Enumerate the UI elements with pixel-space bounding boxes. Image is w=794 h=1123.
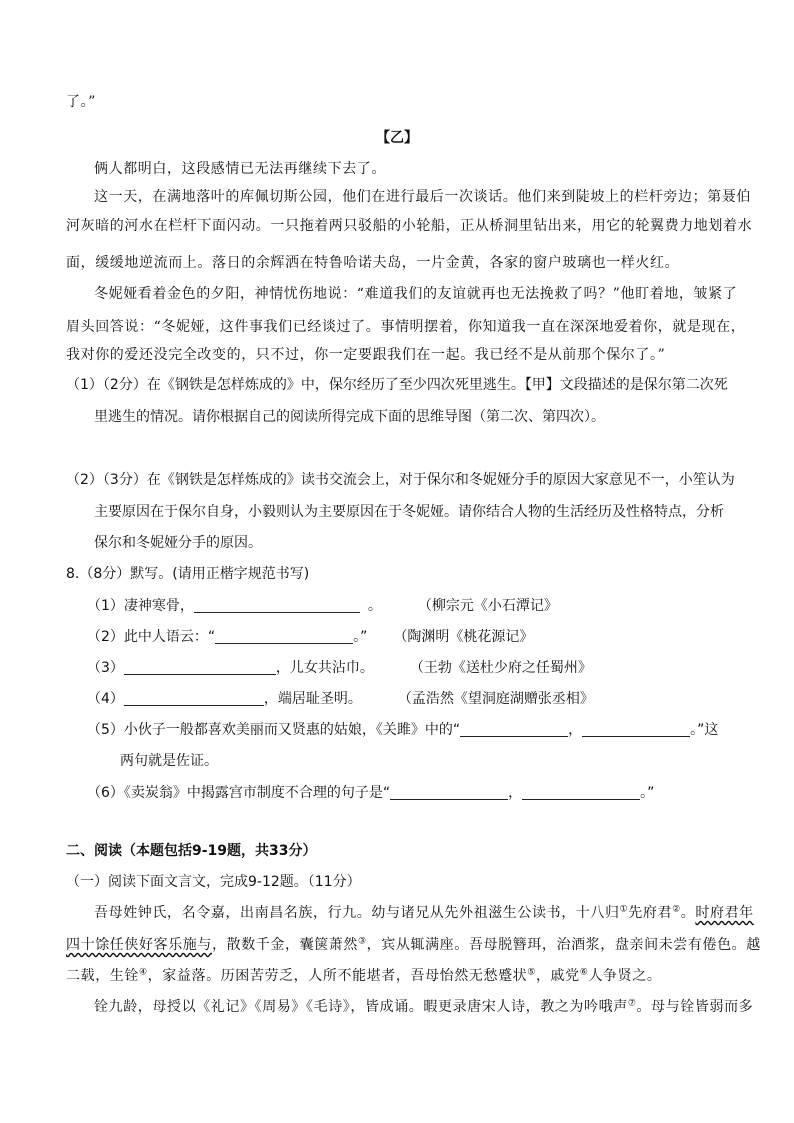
q8-item-6-end: 。” xyxy=(640,785,655,801)
section-yi-title: 【乙】 xyxy=(376,130,418,146)
q8-item-5-prompt: （5）小伙子一般都喜欢美丽而又贤惠的姑娘，《关雎》中的“ xyxy=(87,722,461,738)
q8-item-6-comma: ， xyxy=(508,785,523,801)
wenyan-text: 人争贤之。 xyxy=(588,968,662,984)
note-mark: ⑦ xyxy=(627,998,637,1009)
q8-item-4 xyxy=(87,690,594,708)
q8-item-1-end: 。 xyxy=(367,598,382,614)
wenyan-text: 。母与铨皆弱而多 xyxy=(636,999,754,1015)
wenyan-text: ，散数千金，囊箧萧然 xyxy=(212,937,358,953)
q8-heading: 8.（8分）默写。(请用正楷字规范书写) xyxy=(66,566,310,582)
q1-line-1: （1）（2分）在《钢铁是怎样炼成的》中，保尔经历了至少四次死里逃生。【甲】文段描述的是保尔第二次死 xyxy=(66,377,728,393)
wenyan-underlined-text: 时府君年 xyxy=(695,905,754,921)
q8-item-4-source: （孟浩然《望洞庭湖赠张丞相》 xyxy=(397,691,594,707)
q2-line-3: 保尔和冬妮娅分手的原因。 xyxy=(94,535,262,551)
q8-item-3-source: （王勃《送杜少府之任蜀州》 xyxy=(409,660,592,676)
q8-item-5-comma: ， xyxy=(568,722,583,738)
answer-blank[interactable] xyxy=(582,722,690,737)
wenyan-line-2 xyxy=(66,936,761,954)
section-2-sub: （一）阅读下面文言文，完成9-12题。（11分） xyxy=(66,874,361,890)
q8-item-6-prompt: （6）《卖炭翁》中揭露宫市制度不合理的句子是“ xyxy=(87,785,391,801)
wenyan-line-4 xyxy=(94,998,753,1016)
wenyan-text: 先府君 xyxy=(628,905,673,921)
q8-item-2-end: 。” xyxy=(353,629,368,645)
answer-blank[interactable] xyxy=(215,629,353,644)
answer-blank[interactable] xyxy=(522,785,640,800)
wenyan-underlined-text: 四十馀任侠好客乐施与 xyxy=(66,937,212,953)
wenyan-text: ，戚党 xyxy=(535,968,580,984)
yi-para-2: 这一天，在满地落叶的库佩切斯公园，他们在进行最后一次谈话。他们来到陡坡上的栏杆旁边；第聂伯 xyxy=(94,189,751,205)
wenyan-line-3 xyxy=(66,967,661,985)
answer-blank[interactable] xyxy=(460,722,568,737)
q8-item-2 xyxy=(87,628,533,646)
note-mark: ④ xyxy=(139,967,148,978)
wenyan-line-1 xyxy=(94,904,754,922)
q8-item-3-end: ，儿女共沾巾。 xyxy=(275,660,374,676)
prev-text-tail: 了。” xyxy=(66,94,96,110)
q8-item-2-prompt: （2）此中人语云：“ xyxy=(87,629,216,645)
note-mark: ⑥ xyxy=(579,967,589,978)
answer-blank[interactable] xyxy=(194,598,360,613)
yi-para-3-cont-b: 我对你的爱还没完全改变的，只不过，你一定要跟我们在一起。我已经不是从前那个保尔了。” xyxy=(66,347,666,363)
section-2-title: 二、阅读（本题包括9-19题，共33分） xyxy=(66,843,317,859)
wenyan-text: 二载，生铨 xyxy=(66,968,139,984)
q8-item-4-prompt: （4） xyxy=(87,691,124,707)
q2-line-2: 主要原因在于保尔自身，小毅则认为主要原因在于冬妮娅。请你结合人物的生活经历及性格特点，分析 xyxy=(94,504,724,520)
wenyan-text: 铨九龄，母授以《礼记》《周易》《毛诗》，皆成诵。暇更录唐宋人诗，教之为吟哦声 xyxy=(94,999,628,1015)
q8-item-5-line-2: 两句就是佐证。 xyxy=(120,753,218,769)
q8-item-6 xyxy=(87,784,654,802)
q8-item-3 xyxy=(87,659,592,677)
q8-item-1-prompt: （1）凄神寒骨， xyxy=(87,598,194,614)
wenyan-text: 吾母姓钟氏，名令嘉，出南昌名族，行九。幼与诸兄从先外祖滋生公读书，十八归 xyxy=(94,905,620,921)
note-mark: ⑤ xyxy=(527,967,536,978)
q8-item-3-prompt: （3） xyxy=(87,660,124,676)
q8-item-2-source: （陶渊明《桃花源记》 xyxy=(393,629,534,645)
q2-line-1: （2）（3分）在《钢铁是怎样炼成的》读书交流会上，对于保尔和冬妮娅分手的原因大家意见不一，小笙认为 xyxy=(66,472,735,488)
note-mark: ② xyxy=(672,904,681,915)
q1-line-2: 里逃生的情况。请你根据自己的阅读所得完成下面的思维导图（第二次、第四次）。 xyxy=(94,409,605,425)
note-mark: ③ xyxy=(358,936,367,947)
q8-item-5-line-1 xyxy=(87,721,718,739)
yi-para-2-cont-a: 河灰暗的河水在栏杆下面闪动。一只拖着两只驳船的小轮船，正从桥洞里钻出来，用它的轮翼费力地划着水 xyxy=(66,218,753,234)
yi-para-1: 俩人都明白，这段感情已无法再继续下去了。 xyxy=(94,161,386,177)
q8-item-4-end: ，端居耻圣明。 xyxy=(263,691,362,707)
answer-blank[interactable] xyxy=(390,785,508,800)
yi-para-3: 冬妮娅看着金色的夕阳，神情忧伤地说：“难道我们的友谊就再也无法挽救了吗？”他盯着地，皱紧了 xyxy=(94,286,738,302)
wenyan-text: 。 xyxy=(680,905,696,921)
yi-para-2-cont-b: 面，缓缓地逆流而上。落日的余辉洒在特鲁哈诺夫岛，一片金黄，各家的窗户玻璃也一样火红。 xyxy=(66,255,680,271)
q8-item-1 xyxy=(87,597,558,615)
q8-item-1-source: （柳宗元《小石潭记》 xyxy=(417,598,558,614)
q8-item-5-end: 。”这 xyxy=(690,722,719,738)
answer-blank[interactable] xyxy=(124,691,264,706)
wenyan-text: ，家益落。历困苦劳乏，人所不能堪者，吾母怡然无愁蹙状 xyxy=(147,968,528,984)
yi-para-3-cont-a: 眉头回答说：“冬妮娅，这件事我们已经谈过了。事情明摆着，你知道我一直在深深地爱着你，就是现在， xyxy=(66,319,746,335)
note-mark: ① xyxy=(619,904,629,915)
wenyan-text: ，宾从辄满座。吾母脱簪珥，治酒浆，盘亲间未尝有倦色。越 xyxy=(366,937,761,953)
answer-blank[interactable] xyxy=(124,660,276,675)
